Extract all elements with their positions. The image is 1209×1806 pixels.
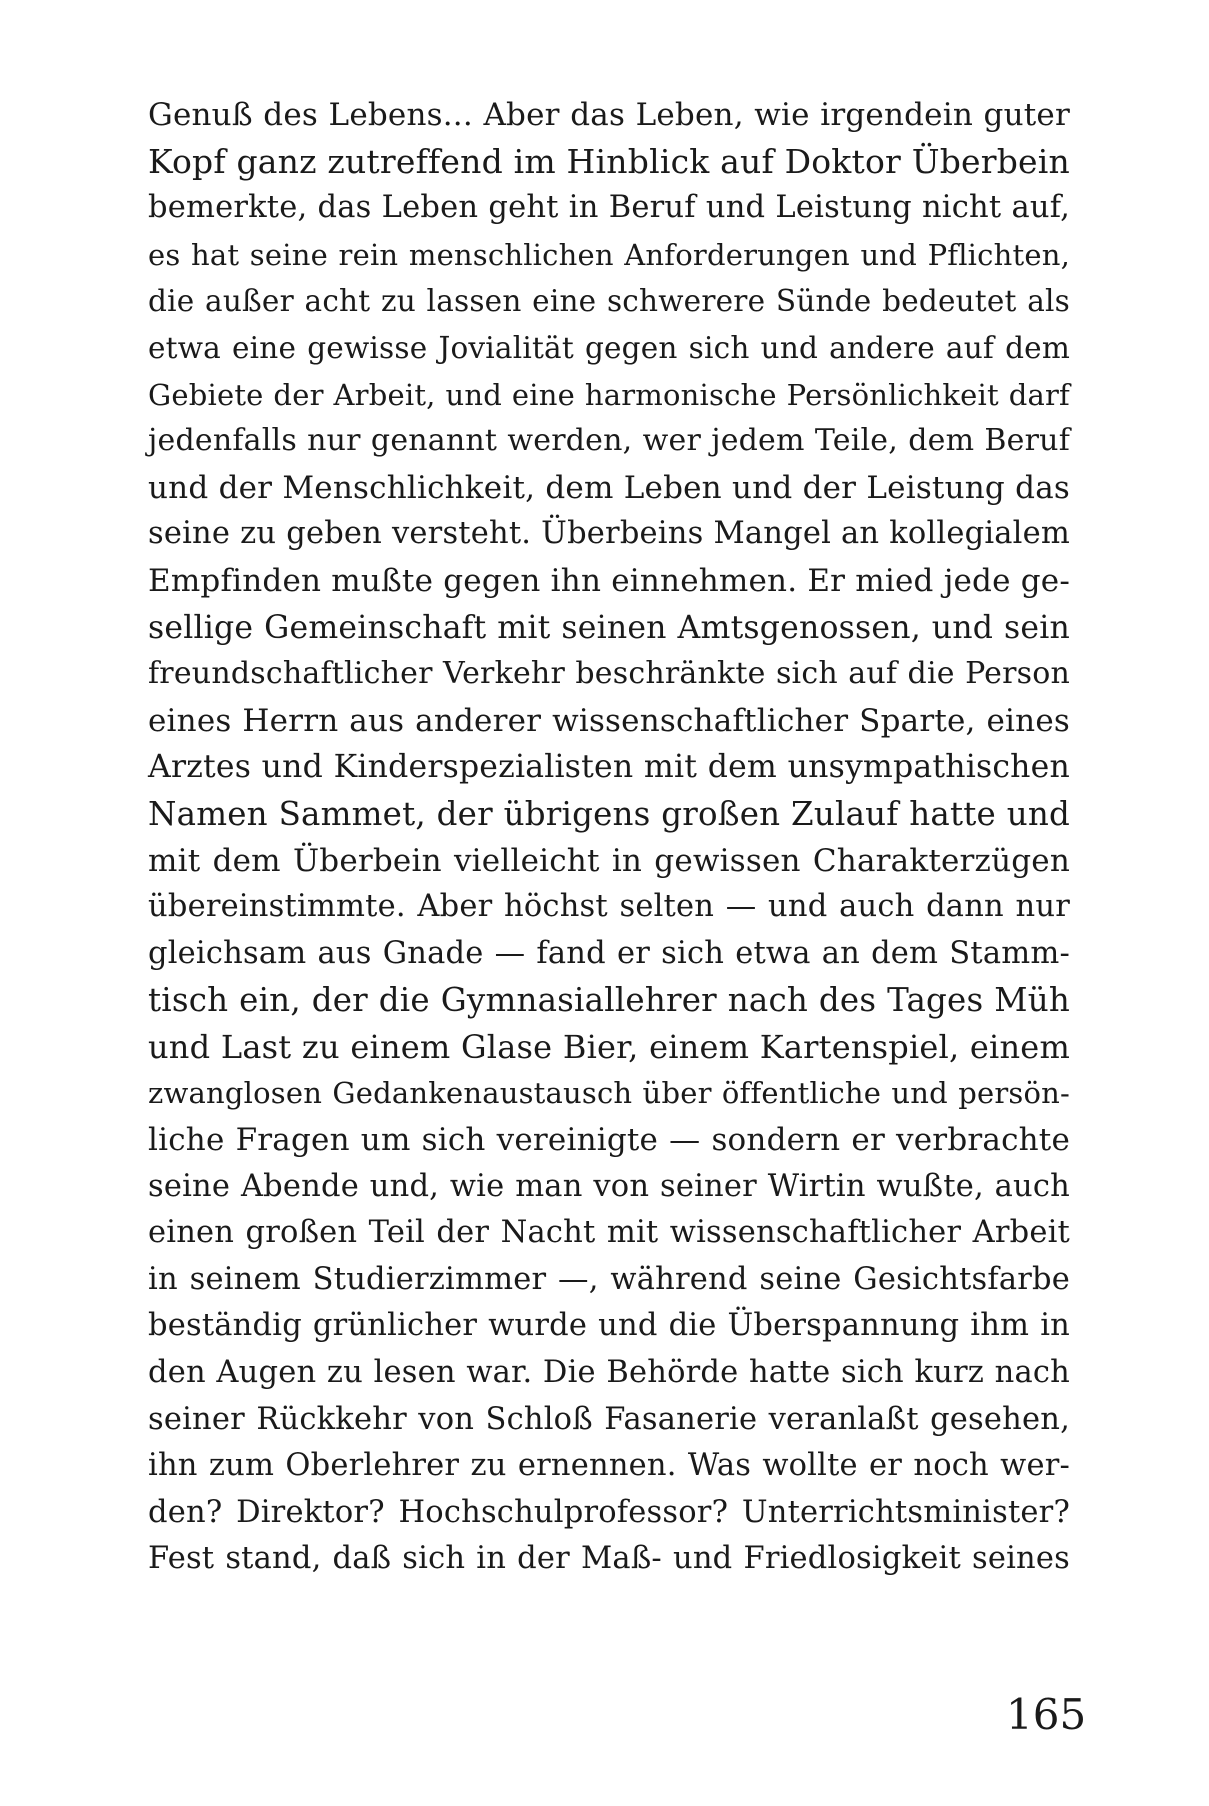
text-line: den? Direktor? Hochschulprofessor? Unterrichtsminister? — [148, 1494, 1070, 1530]
text-line: Empfinden mußte gegen ihn einnehmen. Er mied jede ge- — [148, 562, 1070, 599]
text-line: in seinem Studierzimmer —, während seine Gesichtsfarbe — [148, 1261, 1070, 1297]
text-line: seiner Rückkehr von Schloß Fasanerie veranlaßt gesehen, — [148, 1401, 1070, 1437]
text-line: seine zu geben versteht. Überbeins Mangel an kollegialem — [148, 516, 1070, 552]
text-line: die außer acht zu lassen eine schwerere Sünde bedeutet als — [148, 284, 1070, 319]
text-line: einen großen Teil der Nacht mit wissenschaftlicher Arbeit — [148, 1215, 1070, 1251]
text-line: Fest stand, daß sich in der Maß- und Friedlosigkeit seines — [148, 1541, 1070, 1577]
text-line: eines Herrn aus anderer wissenschaftlicher Sparte, eines — [148, 702, 1070, 739]
text-line: sellige Gemeinschaft mit seinen Amtsgenossen, und sein — [148, 609, 1070, 646]
text-line: und Last zu einem Glase Bier, einem Kartenspiel, einem — [148, 1027, 1070, 1066]
text-line: mit dem Überbein vielleicht in gewissen Charakterzügen — [148, 842, 1070, 879]
page-number: 165 — [1006, 1690, 1087, 1739]
text-line: tisch ein, der die Gymnasiallehrer nach des Tages Müh — [148, 981, 1070, 1020]
text-line: Genuß des Lebens... Aber das Leben, wie irgendein guter — [148, 97, 1070, 133]
text-line: übereinstimmte. Aber höchst selten — und auch dann nur — [148, 889, 1070, 925]
text-line: etwa eine gewisse Jovialität gegen sich und andere auf dem — [148, 330, 1070, 365]
text-line: Arztes und Kinderspezialisten mit dem unsympathischen — [148, 749, 1070, 786]
text-line: beständig grünlicher wurde und die Überspannung ihm in — [148, 1308, 1070, 1344]
text-line: den Augen zu lesen war. Die Behörde hatte sich kurz nach — [148, 1355, 1070, 1391]
text-line: freundschaftlicher Verkehr beschränkte sich auf die Person — [148, 656, 1070, 692]
text-line: Gebiete der Arbeit, und eine harmonische Persönlichkeit darf — [148, 377, 1070, 412]
body-text — [148, 92, 1070, 1583]
text-line: zwanglosen Gedankenaustausch über öffentliche und persön- — [148, 1076, 1070, 1111]
text-line: gleichsam aus Gnade — fand er sich etwa an dem Stamm- — [148, 935, 1070, 971]
text-line: seine Abende und, wie man von seiner Wirtin wußte, auch — [148, 1168, 1070, 1204]
text-line: Kopf ganz zutreffend im Hinblick auf Doktor Überbein — [148, 141, 1070, 181]
text-line: jedenfalls nur genannt werden, wer jedem Teile, dem Beruf — [148, 423, 1070, 459]
text-line: liche Fragen um sich vereinigte — sondern er verbrachte — [148, 1122, 1070, 1159]
text-line: ihn zum Oberlehrer zu ernennen. Was wollte er noch wer- — [148, 1448, 1070, 1484]
text-line: und der Menschlichkeit, dem Leben und der Leistung das — [148, 469, 1070, 506]
text-line: es hat seine rein menschlichen Anforderungen und Pflichten, — [148, 237, 1070, 272]
text-line: bemerkte, das Leben geht in Beruf und Leistung nicht auf, — [148, 190, 1070, 226]
text-line: Namen Sammet, der übrigens großen Zulauf hatte und — [148, 794, 1070, 833]
